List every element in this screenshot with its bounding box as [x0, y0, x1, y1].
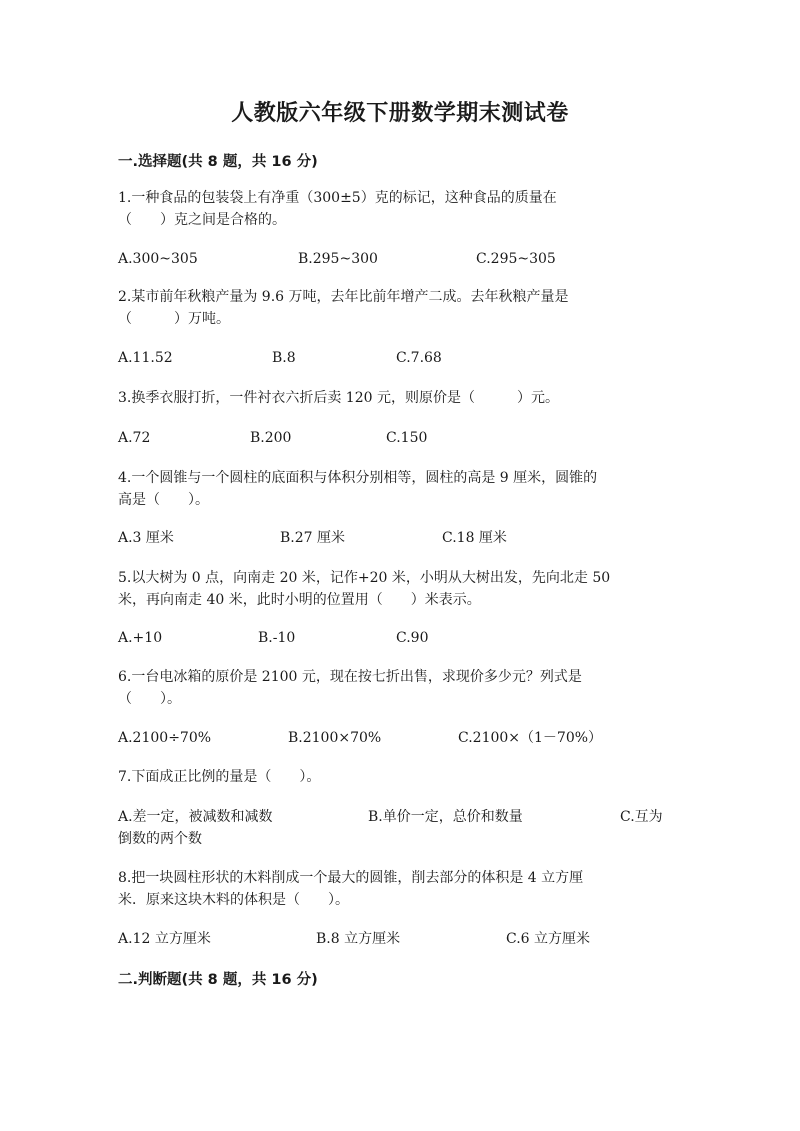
option-b: B.2100×70% [288, 730, 382, 746]
section-heading-judgement: 二.判断题(共 8 题，共 16 分) [118, 972, 318, 988]
option-b: B.-10 [258, 630, 296, 646]
question-7-options [118, 806, 678, 850]
question-5-line-2: 米，再向南走 40 米，此时小明的位置用（ ）米表示。 [118, 592, 481, 608]
page-title: 人教版六年级下册数学期末测试卷 [231, 101, 569, 126]
option-c: C.7.68 [396, 350, 442, 366]
option-b: B.295~300 [298, 251, 378, 267]
option-a: A.+10 [118, 630, 163, 646]
option-a: A.12 立方厘米 [118, 931, 211, 947]
option-c: C.90 [396, 630, 429, 646]
question-2-line-2: （ ）万吨。 [118, 311, 230, 327]
question-1 [118, 187, 678, 231]
option-a: A.差一定，被减数和减数 [118, 809, 273, 825]
option-c: C.18 厘米 [442, 530, 507, 546]
option-c-continued: 倒数的两个数 [118, 831, 202, 847]
question-8-line-1: 8.把一块圆柱形状的木料削成一个最大的圆锥，削去部分的体积是 4 立方厘 [118, 870, 584, 886]
option-a: A.300~305 [118, 251, 198, 267]
option-b: B.200 [250, 430, 292, 446]
option-b: B.8 [272, 350, 296, 366]
option-c: C.6 立方厘米 [506, 931, 591, 947]
option-b: B.8 立方厘米 [316, 931, 401, 947]
option-a: A.72 [118, 430, 151, 446]
question-5 [118, 567, 678, 611]
option-c: C.150 [386, 430, 428, 446]
option-a: A.2100÷70% [118, 730, 212, 746]
option-a: A.3 厘米 [118, 530, 174, 546]
question-8 [118, 867, 678, 911]
question-6 [118, 666, 678, 710]
question-7 [118, 766, 678, 788]
option-a: A.11.52 [118, 350, 173, 366]
question-1-line-2: （ ）克之间是合格的。 [118, 212, 286, 228]
question-2 [118, 286, 678, 330]
option-c: C.295~305 [476, 251, 556, 267]
question-4 [118, 467, 678, 511]
question-6-line-1: 6.一台电冰箱的原价是 2100 元，现在按七折出售，求现价多少元？列式是 [118, 669, 582, 685]
question-4-line-1: 4.一个圆锥与一个圆柱的底面积与体积分别相等，圆柱的高是 9 厘米，圆锥的 [118, 470, 598, 486]
question-8-line-2: 米．原来这块木料的体积是（ ）。 [118, 892, 349, 908]
option-c: C.2100×（1－70%） [458, 730, 603, 746]
question-2-line-1: 2.某市前年秋粮产量为 9.6 万吨，去年比前年增产二成。去年秋粮产量是 [118, 289, 569, 305]
option-b: B.单价一定，总价和数量 [368, 809, 523, 825]
option-c: C.互为 [620, 809, 663, 825]
section-heading-choice: 一.选择题(共 8 题，共 16 分) [118, 154, 318, 170]
question-7-line-1: 7.下面成正比例的量是（ ）。 [118, 769, 321, 785]
option-b: B.27 厘米 [280, 530, 346, 546]
question-5-line-1: 5.以大树为 0 点，向南走 20 米，记作+20 米，小明从大树出发，先向北走 50 [118, 570, 611, 586]
question-3 [118, 387, 678, 409]
question-1-line-1: 1.一种食品的包装袋上有净重（300±5）克的标记，这种食品的质量在 [118, 190, 557, 206]
question-3-line-1: 3.换季衣服打折，一件衬衣六折后卖 120 元，则原价是（ ）元。 [118, 390, 559, 406]
question-4-line-2: 高是（ ）。 [118, 492, 209, 508]
question-6-line-2: （ ）。 [118, 691, 181, 707]
